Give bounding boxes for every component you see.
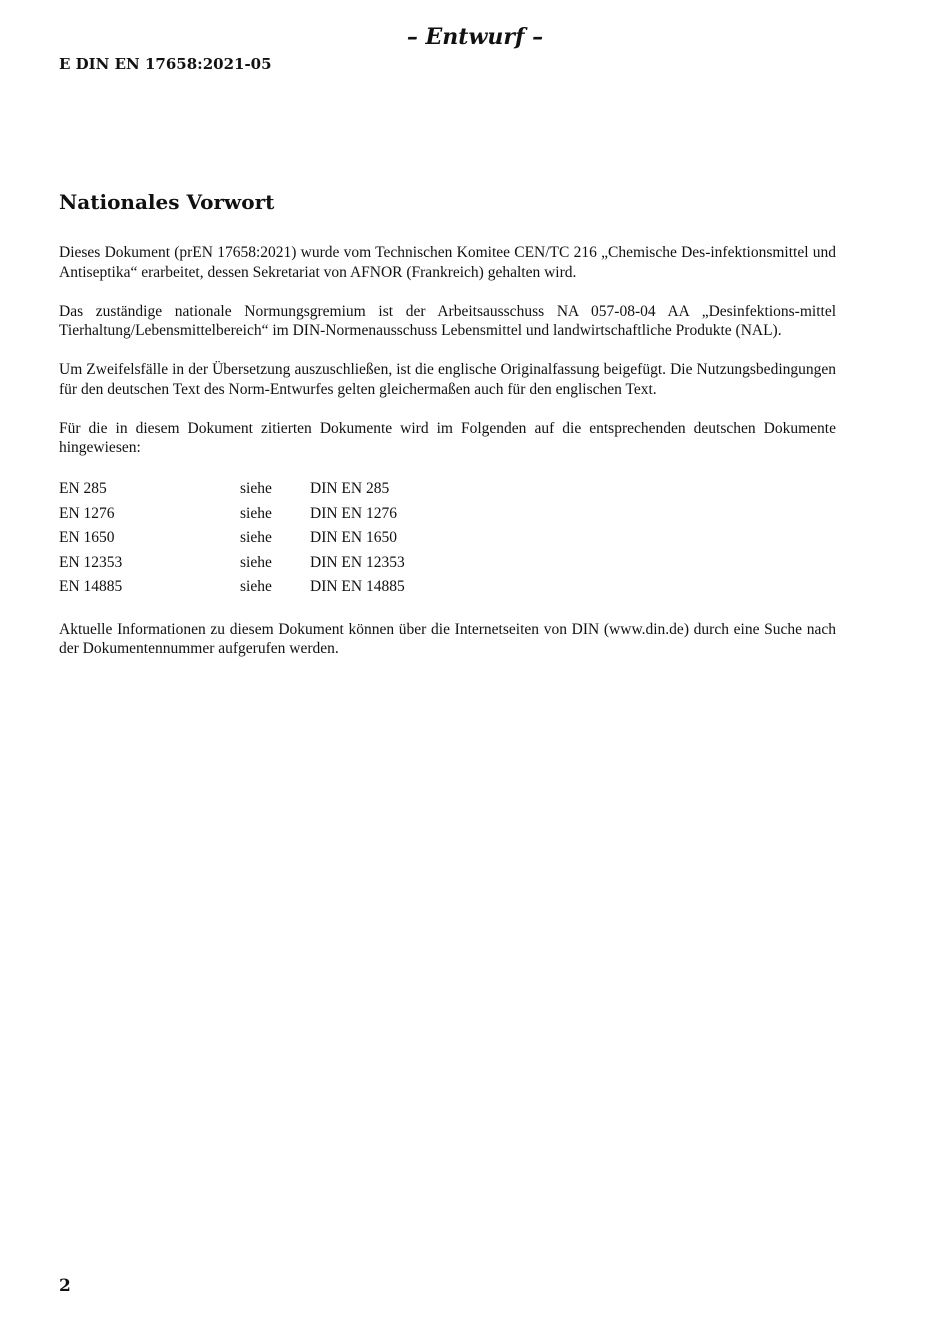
reference-target: DIN EN 285 xyxy=(310,480,390,498)
reference-source: EN 1650 xyxy=(59,529,115,547)
reference-table xyxy=(59,477,405,600)
reference-source: EN 12353 xyxy=(59,553,123,571)
reference-source: EN 285 xyxy=(59,480,107,498)
paragraph-committee: Dieses Dokument (prEN 17658:2021) wurde vom Technischen Komitee CEN/TC 216 „Chemische Des-infektionsmittel und Antiseptika“ erarbeitet, dessen Sekretariat von AFNOR (Frankreich) gehalten wird. xyxy=(59,244,836,281)
table-row xyxy=(59,502,405,527)
paragraph-references-intro: Für die in diesem Dokument zitierten Dokumente wird im Folgenden auf die entsprechenden deutschen Dokumente hingewiesen: xyxy=(59,419,836,456)
page-number: 2 xyxy=(59,1276,71,1296)
paragraph-national-body: Das zuständige nationale Normungsgremium ist der Arbeitsausschuss NA 057-08-04 AA „Desinfektions-mittel Tierhaltung/Lebensmittelbereich“ im DIN-Normenausschuss Lebensmittel und landwirtschaftliche Produkte (NAL). xyxy=(59,302,836,339)
draft-watermark-label: – Entwurf – xyxy=(406,24,544,50)
table-row xyxy=(59,477,405,502)
reference-relation: siehe xyxy=(240,578,272,596)
reference-source: EN 1276 xyxy=(59,504,115,522)
reference-relation: siehe xyxy=(240,504,272,522)
reference-target: DIN EN 14885 xyxy=(310,578,405,596)
reference-target: DIN EN 1650 xyxy=(310,529,397,547)
reference-target: DIN EN 1276 xyxy=(310,504,397,522)
document-id: E DIN EN 17658:2021-05 xyxy=(59,55,272,73)
national-foreword-section xyxy=(59,187,836,678)
section-title: Nationales Vorwort xyxy=(59,190,275,214)
reference-source: EN 14885 xyxy=(59,578,123,596)
reference-relation: siehe xyxy=(240,529,272,547)
paragraph-closing: Aktuelle Informationen zu diesem Dokument können über die Internetseiten von DIN (www.din.de) durch eine Suche nach der Dokumentennummer aufgerufen werden. xyxy=(59,620,836,657)
table-row xyxy=(59,551,405,576)
reference-relation: siehe xyxy=(240,480,272,498)
reference-relation: siehe xyxy=(240,553,272,571)
table-row xyxy=(59,575,405,600)
paragraph-translation: Um Zweifelsfälle in der Übersetzung auszuschließen, ist die englische Originalfassung beigefügt. Die Nutzungsbedingungen für den deutschen Text des Norm-Entwurfes gelten gleichermaßen auch für den englischen Text. xyxy=(59,361,836,398)
table-row xyxy=(59,526,405,551)
reference-target: DIN EN 12353 xyxy=(310,553,405,571)
